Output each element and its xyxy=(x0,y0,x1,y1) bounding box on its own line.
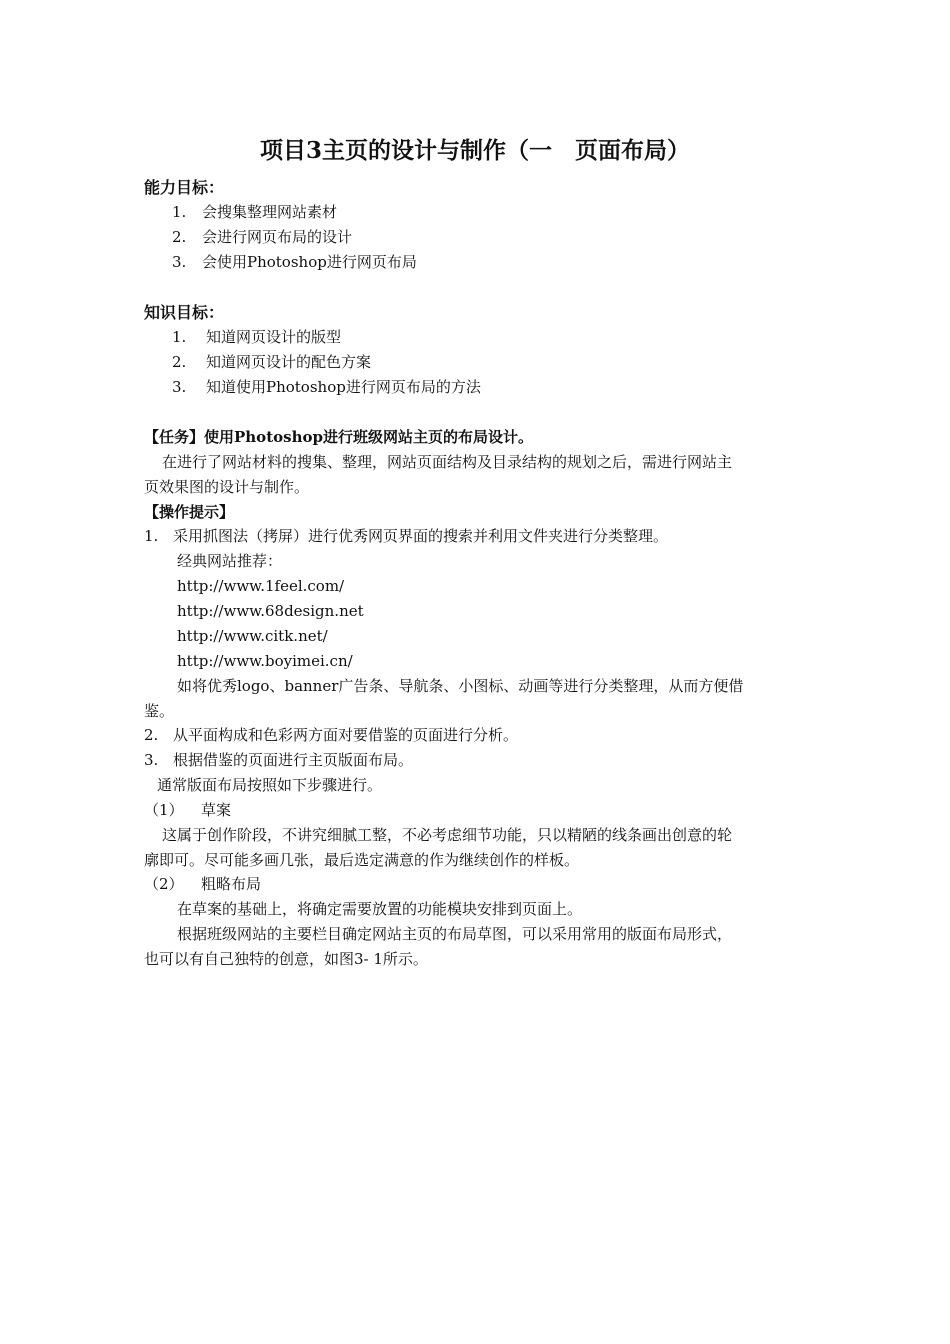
tips-heading: 【操作提示】 xyxy=(144,503,235,521)
recommend-label: 经典网站推荐： xyxy=(177,552,283,570)
step-1-note-line-1: 如将优秀logo、banner广告条、导航条、小图标、动画等进行分类整理，从而方便借 xyxy=(177,677,744,695)
url-4: http://www.boyimei.cn/ xyxy=(177,652,353,670)
task-paragraph-line-2: 页效果图的设计与制作。 xyxy=(144,478,310,496)
step-1-num: 1. xyxy=(144,527,159,545)
url-1: http://www.1feel.com/ xyxy=(177,577,345,595)
ability-heading: 能力目标： xyxy=(144,178,225,197)
sub-2-label: 粗略布局 xyxy=(201,875,262,893)
step-3-intro: 通常版面布局按照如下步骤进行。 xyxy=(157,776,383,794)
task-heading: 【任务】使用Photoshop进行班级网站主页的布局设计。 xyxy=(144,428,533,446)
knowledge-item-1-text: 知道网页设计的版型 xyxy=(206,328,342,346)
knowledge-heading: 知识目标： xyxy=(144,303,225,322)
step-2-text: 从平面构成和色彩两方面对要借鉴的页面进行分析。 xyxy=(173,726,519,744)
ability-item-1-text: 会搜集整理网站素材 xyxy=(202,203,338,221)
ability-item-2-text: 会进行网页布局的设计 xyxy=(202,228,353,246)
url-3: http://www.citk.net/ xyxy=(177,627,328,645)
step-1-text: 采用抓图法（拷屏）进行优秀网页界面的搜索并利用文件夹进行分类整理。 xyxy=(173,527,669,545)
sub-2-line-1: 在草案的基础上，将确定需要放置的功能模块安排到页面上。 xyxy=(177,900,583,918)
knowledge-item-2-num: 2. xyxy=(172,353,187,371)
url-2: http://www.68design.net xyxy=(177,602,364,620)
sub-1-label: 草案 xyxy=(201,801,232,819)
knowledge-item-2-text: 知道网页设计的配色方案 xyxy=(206,353,372,371)
step-1-note-line-2: 鉴。 xyxy=(144,702,175,720)
sub-1-line-1: 这属于创作阶段，不讲究细腻工整，不必考虑细节功能，只以精陋的线条画出创意的轮 xyxy=(162,826,733,844)
step-2-num: 2. xyxy=(144,726,159,744)
ability-item-1-num: 1. xyxy=(172,203,187,221)
sub-1-num: （1） xyxy=(144,801,184,819)
page-title: 项目3主页的设计与制作（一 页面布局） xyxy=(259,137,690,164)
ability-item-3-text: 会使用Photoshop进行网页布局 xyxy=(202,253,417,271)
task-paragraph-line-1: 在进行了网站材料的搜集、整理，网站页面结构及目录结构的规划之后，需进行网站主 xyxy=(162,453,733,471)
knowledge-item-3-num: 3. xyxy=(172,378,187,396)
knowledge-item-3-text: 知道使用Photoshop进行网页布局的方法 xyxy=(206,378,481,396)
step-3-text: 根据借鉴的页面进行主页版面布局。 xyxy=(173,751,414,769)
sub-2-line-2: 根据班级网站的主要栏目确定网站主页的布局草图，可以采用常用的版面布局形式， xyxy=(177,925,733,943)
sub-2-num: （2） xyxy=(144,875,184,893)
knowledge-item-1-num: 1. xyxy=(172,328,187,346)
ability-item-2-num: 2. xyxy=(172,228,187,246)
ability-item-3-num: 3. xyxy=(172,253,187,271)
sub-1-line-2: 廓即可。尽可能多画几张，最后选定满意的作为继续创作的样板。 xyxy=(144,851,580,869)
step-3-num: 3. xyxy=(144,751,159,769)
sub-2-line-3: 也可以有自己独特的创意，如图3- 1所示。 xyxy=(144,950,428,968)
